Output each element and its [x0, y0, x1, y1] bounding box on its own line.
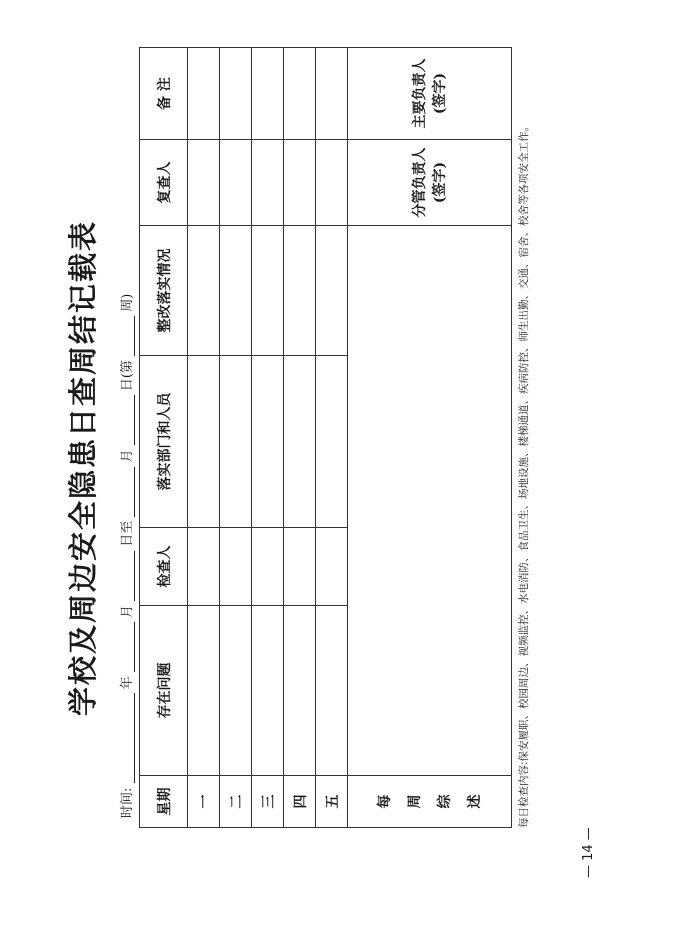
remarks-cell[interactable] — [315, 48, 347, 140]
day-blank — [120, 551, 135, 601]
inspector-cell[interactable] — [187, 528, 219, 606]
day-to-label: 日至 — [119, 520, 135, 547]
col-header-inspector: 检查人 — [139, 528, 187, 606]
principal-sign-cell[interactable] — [347, 48, 511, 140]
weekday-cell: 五 — [315, 776, 347, 828]
inspector-cell[interactable] — [251, 528, 283, 606]
issues-cell[interactable] — [315, 606, 347, 776]
page-title: 学校及周边安全隐患日查周结记载表 — [65, 220, 100, 717]
weekday-cell: 三 — [251, 776, 283, 828]
col-header-dept: 落实部门和人员 — [139, 356, 187, 528]
inspection-content-note: 每日检查内容:保安履职、校园周边、视频监控、水电消防、食品卫生、场地设施、楼梯通道、疾病防控、师生出勤、交通、宿舍、校舍等各项安全工作。 — [517, 120, 530, 828]
inspector-cell[interactable] — [283, 528, 315, 606]
rectification-cell[interactable] — [219, 226, 251, 356]
rectification-cell[interactable] — [187, 226, 219, 356]
weekly-summary-content[interactable] — [347, 226, 511, 776]
dept-cell[interactable] — [187, 356, 219, 528]
dept-cell[interactable] — [251, 356, 283, 528]
deputy-sign-cell[interactable] — [347, 140, 511, 226]
summary-char: 周 — [406, 794, 422, 809]
table-row — [315, 48, 347, 828]
weekday-cell: 一 — [187, 776, 219, 828]
time-label: 时间: — [119, 787, 135, 818]
col-header-issues: 存在问题 — [139, 606, 187, 776]
week-close-label: 周) — [119, 293, 135, 312]
principal-sign-label: (签字) — [431, 72, 447, 115]
col-header-remarks: 备 注 — [139, 48, 187, 140]
time-range-line — [116, 58, 135, 818]
rectification-cell[interactable] — [283, 226, 315, 356]
month2-label: 月 — [119, 449, 135, 463]
dept-cell[interactable] — [283, 356, 315, 528]
month2-blank — [120, 467, 135, 517]
dept-cell[interactable] — [315, 356, 347, 528]
rectification-cell[interactable] — [251, 226, 283, 356]
table-row — [187, 48, 219, 828]
summary-row — [347, 48, 511, 828]
month-blank — [120, 622, 135, 672]
col-header-reviewer: 复查人 — [139, 140, 187, 226]
reviewer-cell[interactable] — [187, 140, 219, 226]
issues-cell[interactable] — [283, 606, 315, 776]
weekly-summary-label — [347, 776, 511, 828]
weekday-cell: 二 — [219, 776, 251, 828]
inspector-cell[interactable] — [219, 528, 251, 606]
dept-cell[interactable] — [219, 356, 251, 528]
remarks-cell[interactable] — [219, 48, 251, 140]
weekday-cell: 四 — [283, 776, 315, 828]
rotated-form-sheet — [46, 38, 646, 898]
issues-cell[interactable] — [187, 606, 219, 776]
remarks-cell[interactable] — [251, 48, 283, 140]
reviewer-cell[interactable] — [219, 140, 251, 226]
summary-char: 每 — [376, 794, 392, 809]
weekly-record-table — [139, 47, 512, 828]
remarks-cell[interactable] — [283, 48, 315, 140]
reviewer-cell[interactable] — [283, 140, 315, 226]
day2-blank — [120, 395, 135, 445]
principal-label: 主要负责人 — [411, 58, 427, 129]
header-row — [139, 48, 187, 828]
month-label: 月 — [119, 605, 135, 619]
table-row — [283, 48, 315, 828]
col-header-rectification: 整改落实情况 — [139, 226, 187, 356]
deputy-sign-label: (签字) — [431, 161, 447, 204]
remarks-cell[interactable] — [187, 48, 219, 140]
issues-cell[interactable] — [219, 606, 251, 776]
summary-char: 综 — [436, 794, 452, 809]
reviewer-cell[interactable] — [315, 140, 347, 226]
table-row — [219, 48, 251, 828]
year-blank — [120, 693, 135, 783]
page-number: — 14 — — [580, 827, 596, 878]
rectification-cell[interactable] — [315, 226, 347, 356]
reviewer-cell[interactable] — [251, 140, 283, 226]
week-blank — [120, 316, 135, 356]
year-label: 年 — [119, 676, 135, 690]
issues-cell[interactable] — [251, 606, 283, 776]
inspector-cell[interactable] — [315, 528, 347, 606]
day-week-label: 日(第 — [119, 360, 135, 392]
deputy-label: 分管负责人 — [411, 147, 427, 218]
summary-char: 述 — [466, 794, 482, 809]
col-header-weekday: 星期 — [139, 776, 187, 828]
table-row — [251, 48, 283, 828]
